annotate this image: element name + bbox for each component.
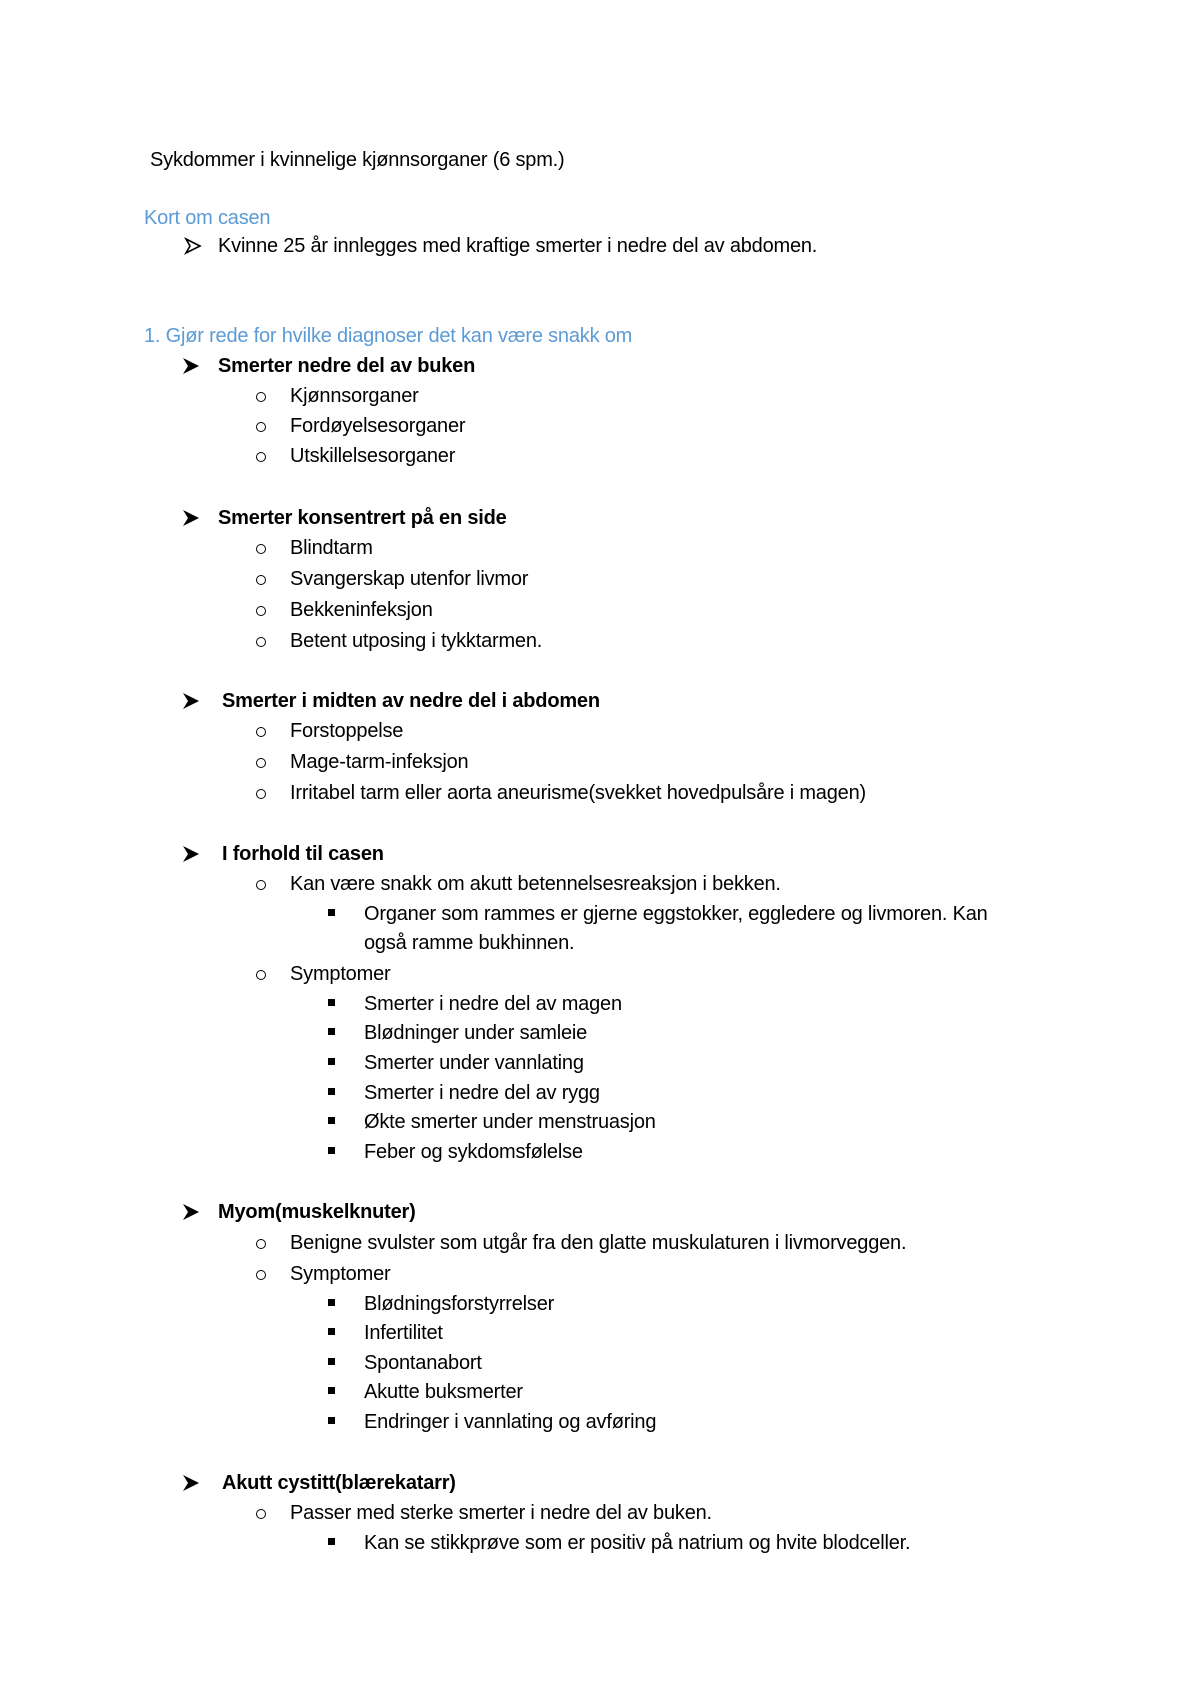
- list-item: Passer med sterke smerter i nedre del av buken.: [290, 1502, 712, 1524]
- sub-list-item: Endringer i vannlating og avføring: [364, 1411, 657, 1433]
- square-bullet-icon: [328, 1028, 335, 1035]
- list-item: Irritabel tarm eller aorta aneurisme(svekket hovedpulsåre i magen): [290, 782, 866, 804]
- square-bullet-icon: [328, 1117, 335, 1124]
- arrow-bullet-icon: [182, 1474, 200, 1492]
- group-label: I forhold til casen: [222, 843, 384, 865]
- circle-bullet-icon: [256, 1270, 266, 1280]
- list-item: Symptomer: [290, 963, 391, 985]
- list-item: Svangerskap utenfor livmor: [290, 568, 529, 590]
- list-item: Bekkeninfeksjon: [290, 599, 433, 621]
- circle-bullet-icon: [256, 1239, 266, 1249]
- circle-bullet-icon: [256, 758, 266, 768]
- sub-list-item: Smerter i nedre del av rygg: [364, 1082, 600, 1104]
- square-bullet-icon: [328, 1328, 335, 1335]
- square-bullet-icon: [328, 1538, 335, 1545]
- arrow-bullet-icon: [182, 509, 200, 527]
- square-bullet-icon: [328, 1299, 335, 1306]
- group-label: Smerter konsentrert på en side: [218, 507, 507, 529]
- case-item: Kvinne 25 år innlegges med kraftige smerter i nedre del av abdomen.: [218, 235, 818, 257]
- list-item: Forstoppelse: [290, 720, 404, 742]
- sub-list-item: Infertilitet: [364, 1322, 443, 1344]
- sub-list-item: Akutte buksmerter: [364, 1381, 523, 1403]
- arrow-bullet-icon: [182, 1203, 200, 1221]
- circle-bullet-icon: [256, 606, 266, 616]
- circle-bullet-icon: [256, 880, 266, 890]
- sub-list-item: Smerter i nedre del av magen: [364, 993, 622, 1015]
- sub-list-item: Økte smerter under menstruasjon: [364, 1111, 656, 1133]
- arrow-bullet-icon: [182, 845, 200, 863]
- list-item: Betent utposing i tykktarmen.: [290, 630, 543, 652]
- case-heading: Kort om casen: [144, 207, 271, 229]
- square-bullet-icon: [328, 1387, 335, 1394]
- list-item: Utskillelsesorganer: [290, 445, 456, 467]
- sub-list-item: Smerter under vannlating: [364, 1052, 584, 1074]
- circle-bullet-icon: [256, 727, 266, 737]
- list-item: Benigne svulster som utgår fra den glatte muskulaturen i livmorveggen.: [290, 1232, 907, 1254]
- list-item: Symptomer: [290, 1263, 391, 1285]
- arrow-bullet-icon: [184, 237, 202, 255]
- list-item: Blindtarm: [290, 537, 373, 559]
- list-item: Mage-tarm-infeksjon: [290, 751, 469, 773]
- square-bullet-icon: [328, 1358, 335, 1365]
- square-bullet-icon: [328, 1147, 335, 1154]
- list-item: Fordøyelsesorganer: [290, 415, 466, 437]
- circle-bullet-icon: [256, 422, 266, 432]
- group-label: Myom(muskelknuter): [218, 1201, 416, 1223]
- circle-bullet-icon: [256, 452, 266, 462]
- group-label: Smerter i midten av nedre del i abdomen: [222, 690, 600, 712]
- question-heading: 1. Gjør rede for hvilke diagnoser det kan være snakk om: [144, 325, 633, 347]
- list-item: Kan være snakk om akutt betennelsesreaksjon i bekken.: [290, 873, 781, 895]
- list-item: Kjønnsorganer: [290, 385, 419, 407]
- sub-list-item: Feber og sykdomsfølelse: [364, 1141, 583, 1163]
- group-label: Akutt cystitt(blærekatarr): [222, 1472, 456, 1494]
- sub-list-item: Blødninger under samleie: [364, 1022, 588, 1044]
- document-title: Sykdommer i kvinnelige kjønnsorganer (6 spm.): [150, 149, 565, 171]
- sub-list-item: Blødningsforstyrrelser: [364, 1293, 555, 1315]
- circle-bullet-icon: [256, 970, 266, 980]
- sub-list-item-continuation: også ramme bukhinnen.: [364, 932, 575, 954]
- square-bullet-icon: [328, 1417, 335, 1424]
- circle-bullet-icon: [256, 789, 266, 799]
- square-bullet-icon: [328, 909, 335, 916]
- square-bullet-icon: [328, 1088, 335, 1095]
- circle-bullet-icon: [256, 637, 266, 647]
- sub-list-item: Spontanabort: [364, 1352, 482, 1374]
- circle-bullet-icon: [256, 544, 266, 554]
- arrow-bullet-icon: [182, 692, 200, 710]
- arrow-bullet-icon: [182, 357, 200, 375]
- square-bullet-icon: [328, 1058, 335, 1065]
- circle-bullet-icon: [256, 1509, 266, 1519]
- circle-bullet-icon: [256, 392, 266, 402]
- sub-list-item: Kan se stikkprøve som er positiv på natrium og hvite blodceller.: [364, 1532, 911, 1554]
- circle-bullet-icon: [256, 575, 266, 585]
- sub-list-item: Organer som rammes er gjerne eggstokker, eggledere og livmoren. Kan: [364, 903, 988, 925]
- square-bullet-icon: [328, 999, 335, 1006]
- group-label: Smerter nedre del av buken: [218, 355, 476, 377]
